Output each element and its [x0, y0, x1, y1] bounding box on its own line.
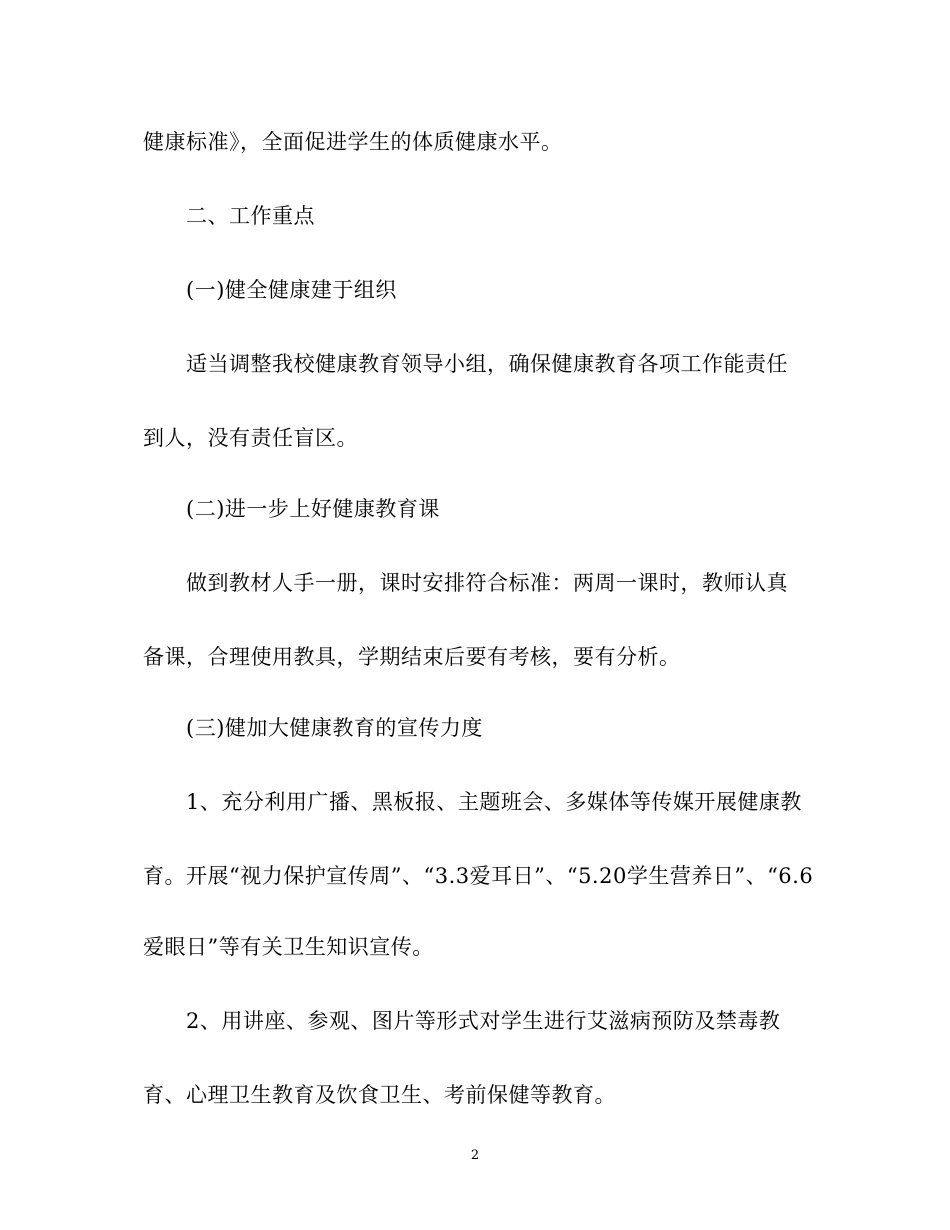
- paragraph-line: 到人，没有责任盲区。: [143, 426, 358, 450]
- paragraph-line: 适当调整我校健康教育领导小组，确保健康教育各项工作能责任: [186, 352, 788, 376]
- paragraph-line: 2、用讲座、参观、图片等形式对学生进行艾滋病预防及禁毒教: [186, 1009, 781, 1033]
- paragraph-line: 育、心理卫生教育及饮食卫生、考前保健等教育。: [143, 1083, 616, 1107]
- paragraph-line: 健康标准》，全面促进学生的体质健康水平。: [143, 130, 563, 154]
- page-number: 2: [470, 1148, 480, 1163]
- subsection-heading: (二)进一步上好健康教育课: [186, 497, 440, 521]
- paragraph-line: 育。开展“视力保护宣传周”、“3.3爱耳日”、“5.20学生营养日”、“6.6: [143, 864, 814, 888]
- paragraph-line: 爱眼日”等有关卫生知识宣传。: [143, 935, 434, 959]
- paragraph-line: 备课，合理使用教具，学期结束后要有考核，要有分析。: [143, 645, 681, 669]
- subsection-heading: (三)健加大健康教育的宣传力度: [186, 716, 483, 740]
- section-heading: 二、工作重点: [186, 204, 315, 228]
- paragraph-line: 做到教材人手一册，课时安排符合标准：两周一课时，教师认真: [186, 571, 788, 595]
- paragraph-line: 1、充分利用广播、黑板报、主题班会、多媒体等传媒开展健康教: [186, 790, 802, 814]
- subsection-heading: (一)健全健康建于组织: [186, 278, 397, 302]
